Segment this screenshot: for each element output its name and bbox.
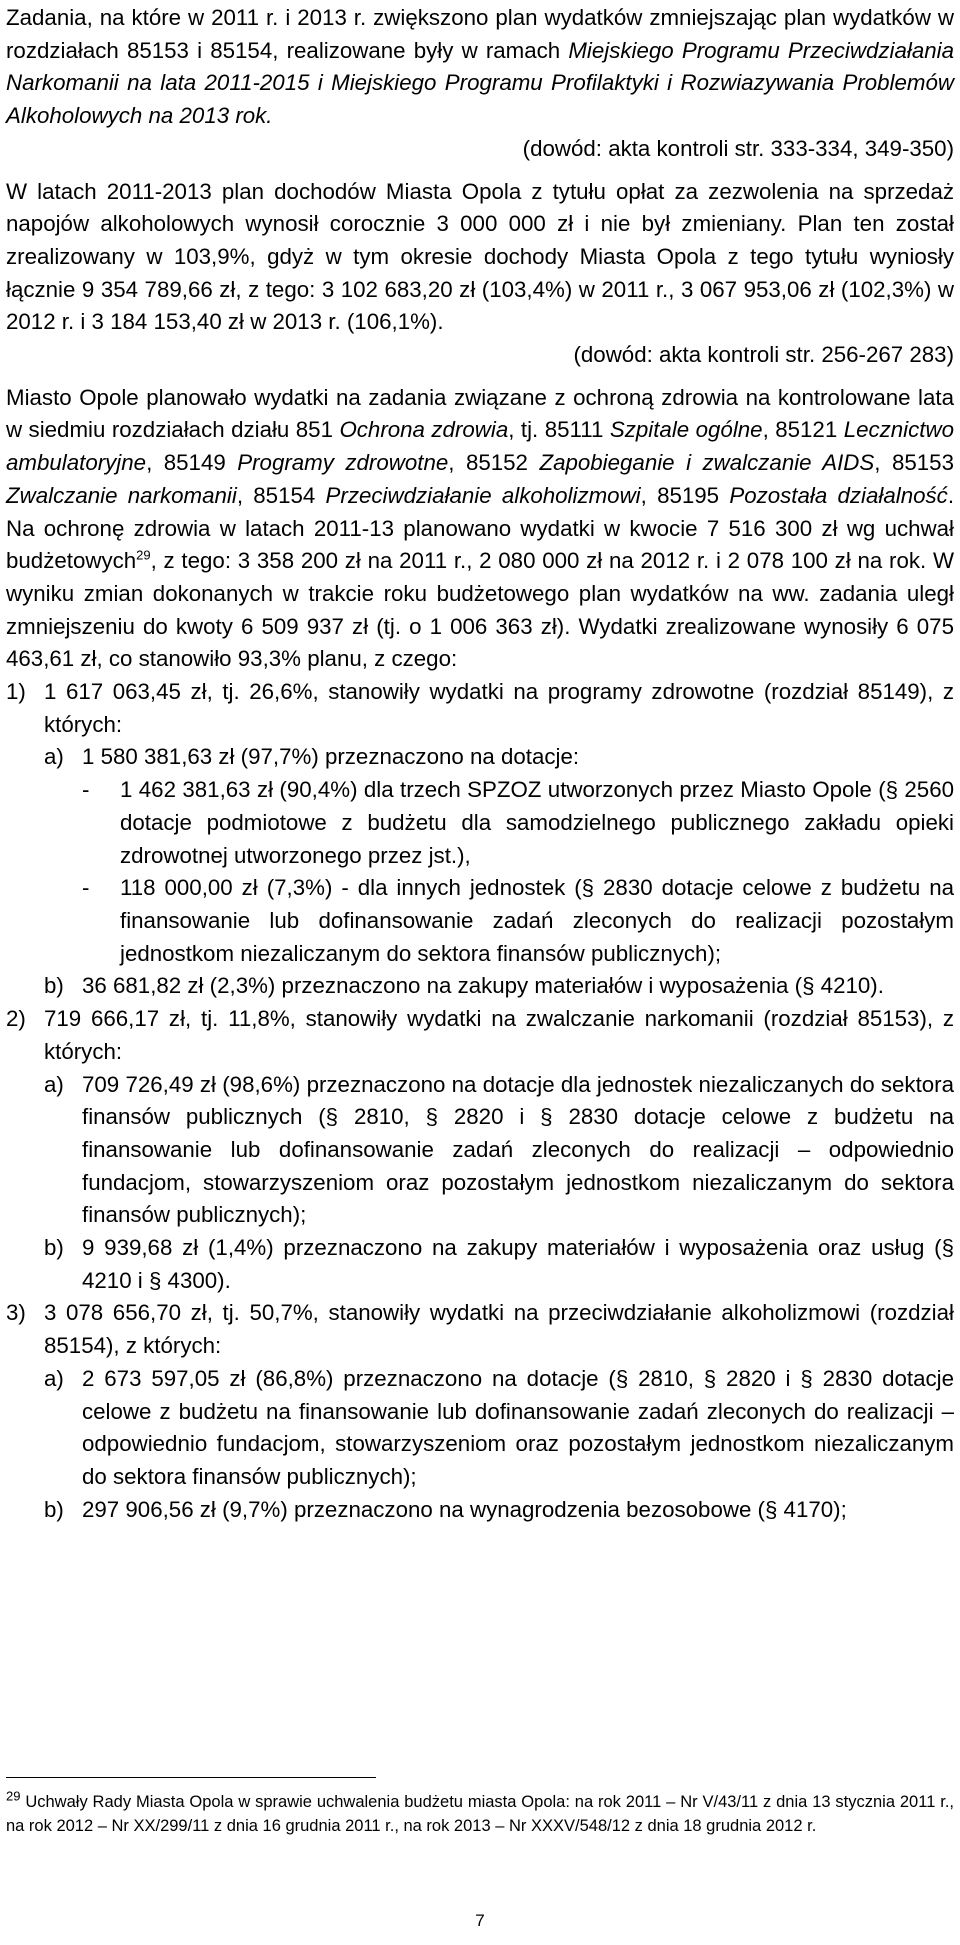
- list-marker: -: [82, 875, 90, 901]
- list-item-text: 3 078 656,70 zł, tj. 50,7%, stanowiły wydatki na przeciwdziałanie alkoholizmowi (rozdział 85154), z których:: [44, 1300, 954, 1359]
- footnote-separator: [6, 1777, 376, 1778]
- p3-italic: Szpitale ogólne: [609, 417, 763, 443]
- paragraph-1-text: Zadania, na które w 2011 r. i 2013 r. zwiększono plan wydatków zmniejszając plan wydatków w rozdziałach 85153 i 85154, realizowane były w ramach: [6, 5, 954, 63]
- list-marker: 1): [6, 679, 26, 705]
- p3-italic: Zapobieganie i zwalczanie AIDS: [539, 450, 875, 476]
- list-item-2: [6, 1003, 954, 1068]
- list-marker: 2): [6, 1006, 26, 1032]
- list-item-text: 1 617 063,45 zł, tj. 26,6%, stanowiły wydatki na programy zdrowotne (rozdział 85149), z których:: [44, 679, 954, 737]
- evidence-citation-1: (dowód: akta kontroli str. 333-334, 349-350): [522, 135, 954, 161]
- p3-text: , 85195: [640, 482, 730, 508]
- list-item-text: 9 939,68 zł (1,4%) przeznaczono na zakupy materiałów i wyposażenia oraz usług (§ 4210 i § 4300).: [82, 1235, 954, 1293]
- p3-text: , 85154: [236, 482, 326, 508]
- p3-italic: Programy zdrowotne: [237, 450, 449, 476]
- list-marker: -: [82, 777, 90, 803]
- list-item-text: 36 681,82 zł (2,3%) przeznaczono na zakupy materiałów i wyposażenia (§ 4210).: [82, 973, 884, 999]
- p3-text: , 85149: [146, 450, 238, 476]
- footnote-reference: 29: [136, 547, 151, 563]
- p3-text: , 85121: [762, 417, 844, 443]
- p3-italic: Lecznictwo ambulatoryjne: [6, 417, 954, 476]
- list-item-text: 1 462 381,63 zł (90,4%) dla trzech SPZOZ utworzonych przez Miasto Opole (§ 2560 dotacje podmiotowe z budżetu dla samodzielnego publicznego zakładu opieki zdrowotnej utworzonego przez jst.),: [120, 777, 954, 868]
- footnote-number: 29: [6, 1788, 21, 1804]
- list-item-3b: [6, 1494, 954, 1527]
- p3-text: , 85153: [874, 450, 954, 476]
- list-item-2b: [6, 1232, 954, 1297]
- list-marker: a): [44, 1071, 64, 1097]
- list-item-text: 719 666,17 zł, tj. 11,8%, stanowiły wydatki na zwalczanie narkomanii (rozdział 85153), z których:: [44, 1006, 954, 1064]
- spacer: [6, 166, 954, 176]
- list-marker: a): [44, 1365, 64, 1391]
- list-marker: b): [44, 973, 64, 999]
- footnote-text: Uchwały Rady Miasta Opola w sprawie uchwalenia budżetu miasta Opola: na rok 2011 – Nr V/43/11 z dnia 13 stycznia 2011 r., na rok 2012 – Nr XX/299/11 z dnia 16 grudnia 2011 r., na rok 2013 – Nr XXXV/548/12 z dnia 18 grudnia 2012 r.: [6, 1793, 954, 1835]
- list-marker: 3): [6, 1300, 26, 1326]
- p3-italic: Przeciwdziałanie alkoholizmowi: [325, 482, 641, 508]
- p3-text: , 85152: [448, 450, 540, 476]
- list-item-text: 118 000,00 zł (7,3%) - dla innych jednostek (§ 2830 dotacje celowe z budżetu na finansowanie lub dofinansowanie zadań zleconych do realizacji pozostałym jednostkom niezaliczanym do sektora finansów publicznych);: [120, 875, 954, 966]
- list-item-1b: [6, 970, 954, 1003]
- list-item-1a: [6, 741, 954, 774]
- p3-italic: Ochrona zdrowia: [339, 417, 509, 443]
- list-marker: b): [44, 1496, 64, 1522]
- list-item-1: [6, 676, 954, 741]
- list-item-3a: [6, 1363, 954, 1494]
- list-item-text: 297 906,56 zł (9,7%) przeznaczono na wynagrodzenia bezosobowe (§ 4170);: [82, 1496, 847, 1522]
- list-item-text: 709 726,49 zł (98,6%) przeznaczono na dotacje dla jednostek niezaliczanych do sektora finansów publicznych (§ 2810, § 2820 i § 2830 dotacje celowe z budżetu na finansowanie lub dofinansowanie zadań zleconych do realizacji – odpowiednio fundacjom, stowarzyszeniom oraz pozostałym jednostkom niezaliczanym do sektora finansów publicznych);: [82, 1071, 954, 1228]
- list-item-text: 1 580 381,63 zł (97,7%) przeznaczono na dotacje:: [82, 744, 580, 770]
- list-item-1a-dash-1: [6, 774, 954, 872]
- p3-italic: Pozostała działalność: [729, 482, 948, 508]
- p3-text: , tj. 85111: [508, 417, 610, 443]
- evidence-citation-2: (dowód: akta kontroli str. 256-267 283): [573, 342, 954, 368]
- list-item-text: 2 673 597,05 zł (86,8%) przeznaczono na dotacje (§ 2810, § 2820 i § 2830 dotacje celowe z budżetu na finansowanie lub dofinansowanie zadań zleconych do realizacji – odpowiednio fundacjom, stowarzyszeniom oraz pozostałym jednostkom niezaliczanym do sektora finansów publicznych);: [82, 1365, 954, 1489]
- spacer: [6, 372, 954, 382]
- paragraph-3: [6, 382, 954, 676]
- paragraph-2: W latach 2011-2013 plan dochodów Miasta Opola z tytułu opłat za zezwolenia na sprzedaż napojów alkoholowych wynosił corocznie 3 000 000 zł i nie był zmieniany. Plan ten został zrealizowany w 103,9%, gdyż w tym okresie dochody Miasta Opola z tego tytułu wyniosły łącznie 9 354 789,66 zł, z tego: 3 102 683,20 zł (103,4%) w 2011 r., 3 067 953,06 zł (102,3%) w 2012 r. i 3 184 153,40 zł w 2013 r. (106,1%).: [6, 178, 954, 335]
- list-marker: a): [44, 744, 64, 770]
- footnote: [6, 1790, 954, 1838]
- paragraph-1: [6, 2, 954, 133]
- p3-italic: Zwalczanie narkomanii: [6, 482, 237, 508]
- p3-text: . Na ochronę zdrowia w latach 2011-13 planowano wydatki w kwocie 7 516 300 zł wg uchwał budżetowych: [6, 482, 955, 574]
- p3-text: Miasto Opole planowało wydatki na zadania związane z ochroną zdrowia na kontrolowane lata w siedmiu rozdziałach działu 851: [6, 384, 954, 443]
- list-item-1a-dash-2: [6, 872, 954, 970]
- paragraph-1-italic: Miejskiego Programu Przeciwdziałania Narkomanii na lata 2011-2015 i Miejskiego Programu Profilaktyki i Rozwiazywania Problemów Alkoholowych na 2013 rok.: [6, 37, 954, 129]
- page-number: 7: [475, 1911, 485, 1930]
- list-item-3: [6, 1297, 954, 1362]
- p3-text: , z tego: 3 358 200 zł na 2011 r., 2 080 000 zł na 2012 r. i 2 078 100 zł na rok. W wyniku zmian dokonanych w trakcie roku budżetowego plan wydatków na ww. zadania uległ zmniejszeniu do kwoty 6 509 937 zł (tj. o 1 006 363 zł). Wydatki zrealizowane wynosiły 6 075 463,61 zł, co stanowiło 93,3% planu, z czego:: [6, 548, 954, 672]
- list-item-2a: [6, 1069, 954, 1233]
- list-marker: b): [44, 1235, 64, 1261]
